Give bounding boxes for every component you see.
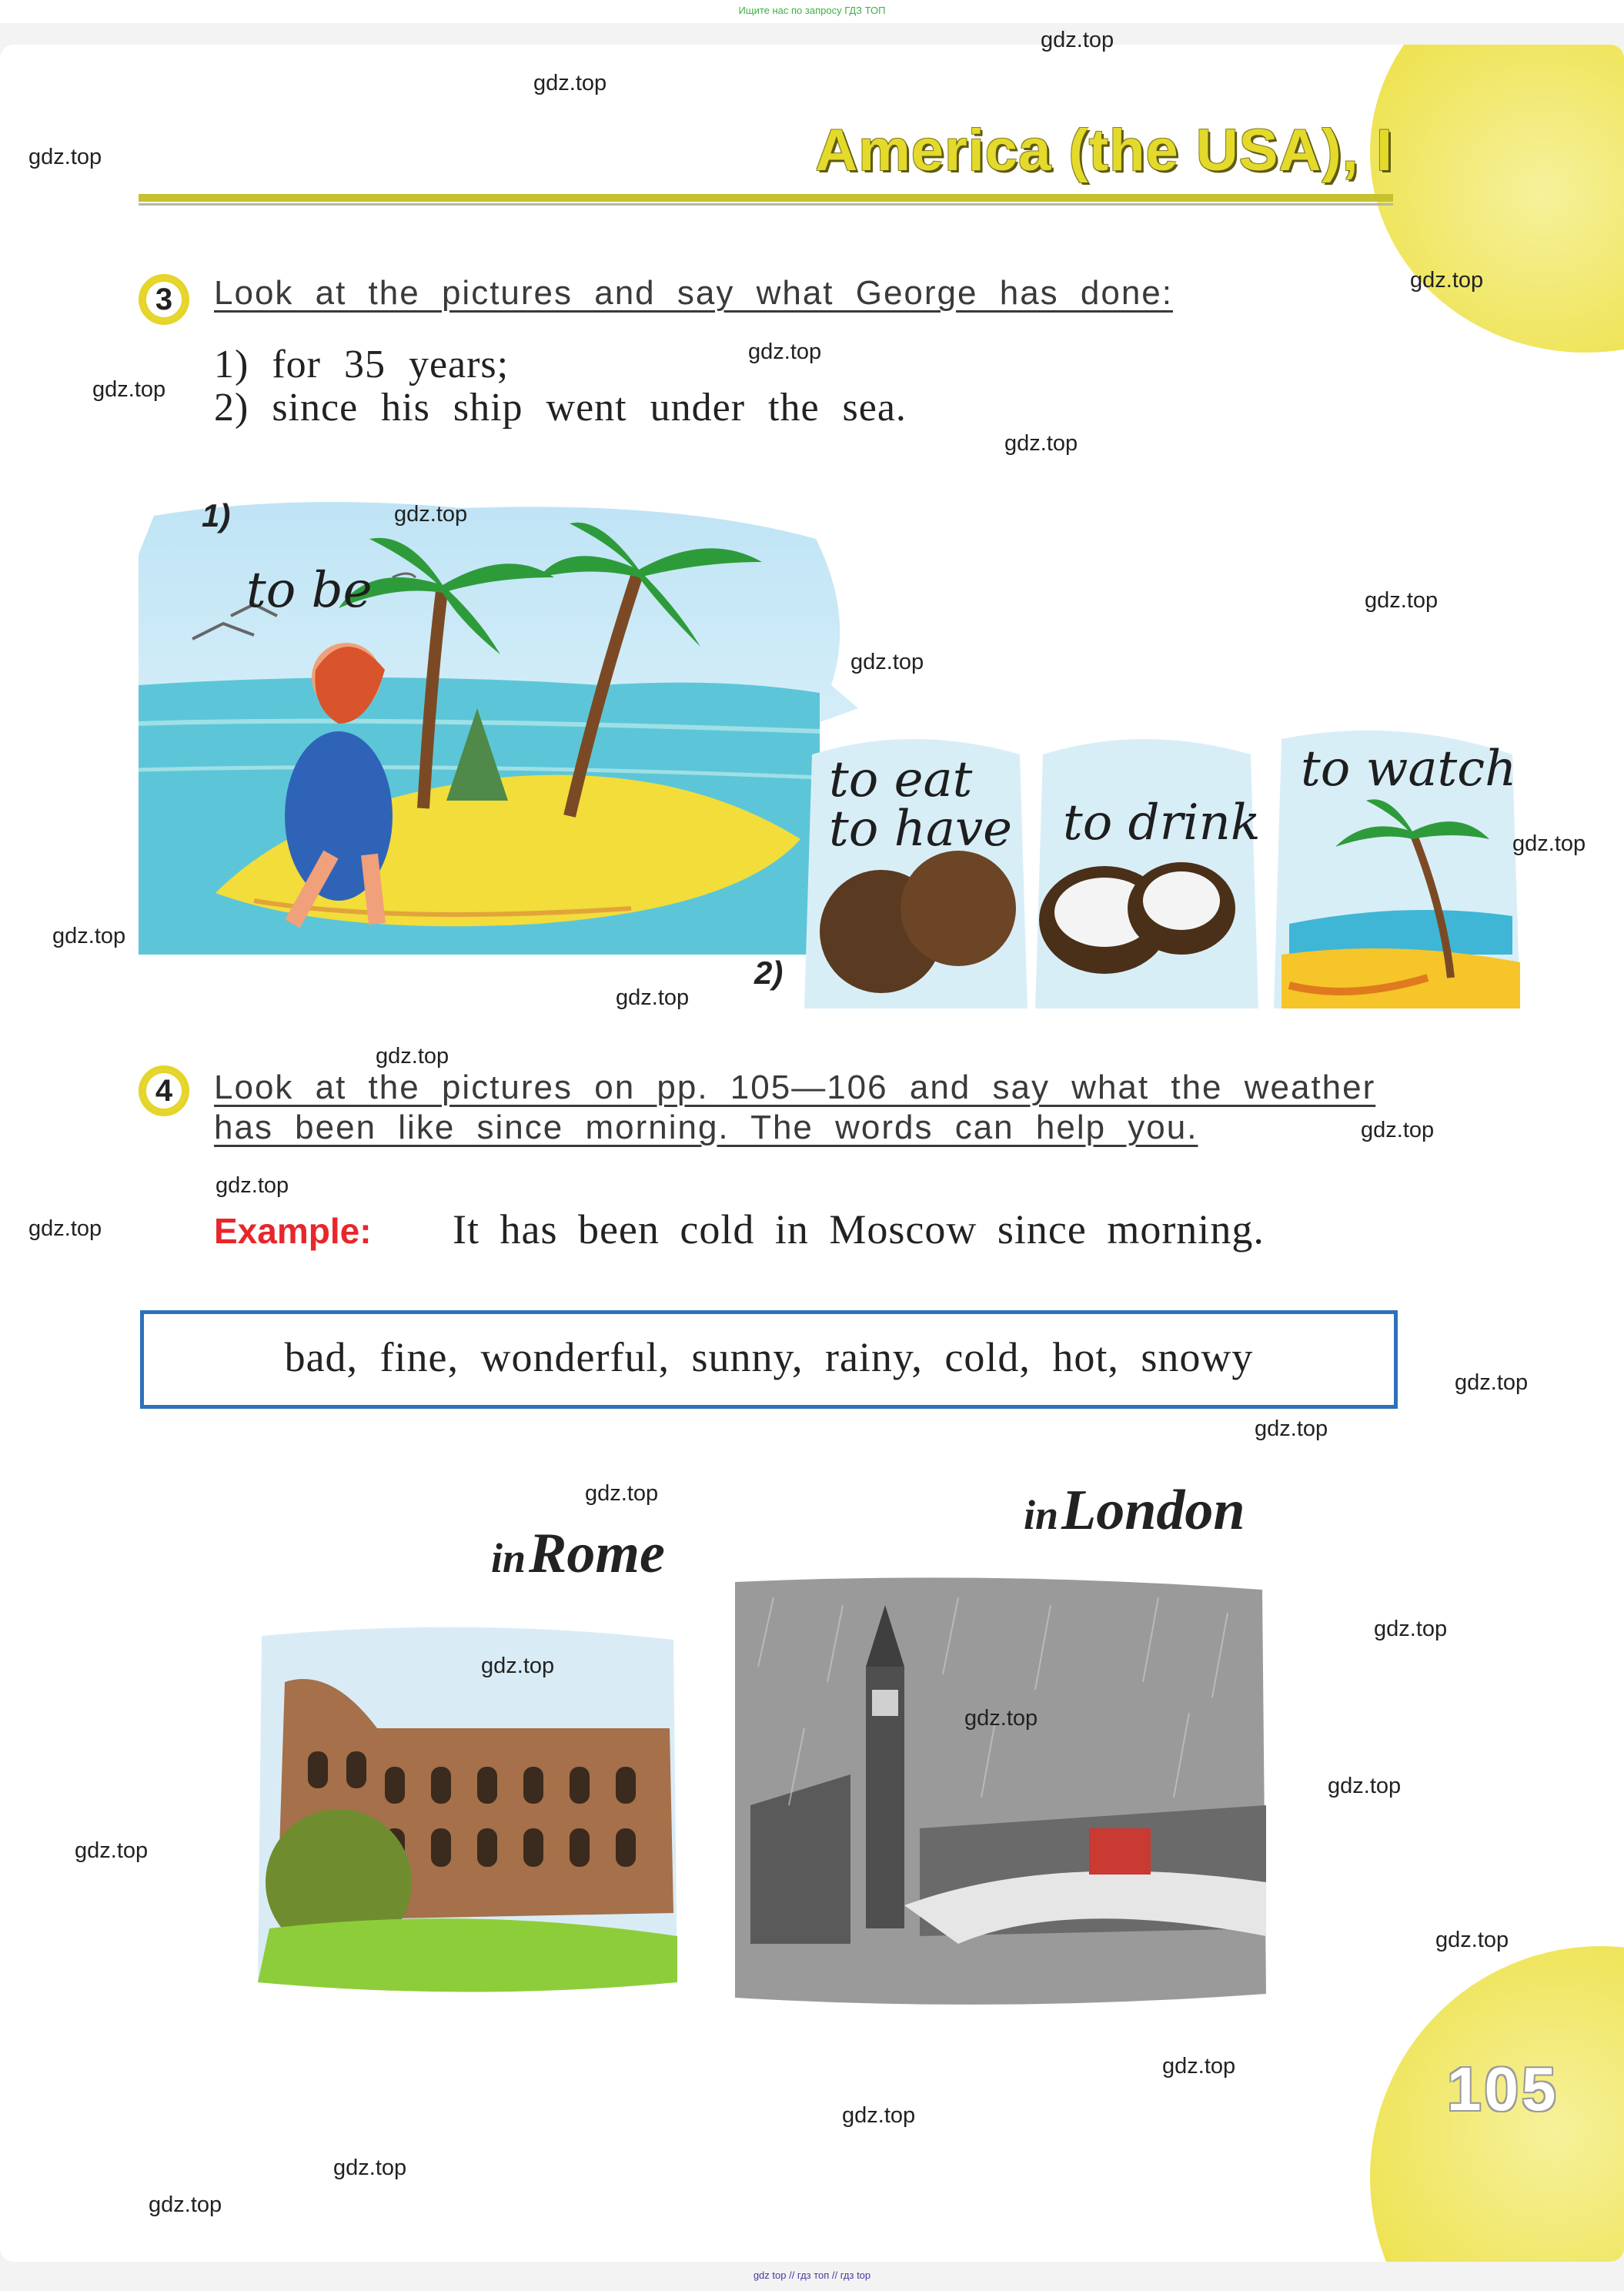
watermark: gdz.top <box>533 71 607 95</box>
unit-title: America (the USA), I <box>815 118 1393 183</box>
task3-item-2: 2) since his ship went under the sea. <box>214 386 907 430</box>
watermark: gdz.top <box>28 1216 102 1241</box>
watermark: gdz.top <box>1410 268 1484 293</box>
watermark: gdz.top <box>1041 28 1114 52</box>
picture-1-label: 1) <box>202 497 231 533</box>
coconut-illustrations <box>797 724 1528 1012</box>
watermark: gdz.top <box>216 1173 289 1198</box>
watermark: gdz.top <box>1004 431 1078 456</box>
promo-text[interactable]: Ищите нас по запросу ГДЗ ТОП <box>738 5 886 16</box>
watermark: gdz.top <box>748 339 822 364</box>
watermark: gdz.top <box>28 145 102 169</box>
city-name: Rome <box>529 1522 665 1585</box>
page-number: 105 <box>1447 2055 1559 2123</box>
task3-instruction <box>214 274 1173 313</box>
city-preposition: in <box>1024 1492 1059 1538</box>
watermark: gdz.top <box>850 650 924 674</box>
watermark: gdz.top <box>52 924 126 948</box>
watermark: gdz.top <box>1365 588 1439 613</box>
decorative-yellow-circle <box>1370 45 1624 353</box>
watermark: gdz.top <box>333 2156 407 2180</box>
caption-to-be: to be <box>246 562 373 619</box>
watermark: gdz.top <box>1328 1774 1402 1798</box>
island-illustration <box>139 493 858 955</box>
london-image <box>727 1574 1270 2009</box>
colosseum-photo <box>254 1620 681 1998</box>
watermark: gdz.top <box>376 1044 449 1069</box>
title-divider-shadow <box>139 203 1393 206</box>
watermark: gdz.top <box>394 502 468 527</box>
instruction-line: has been like since morning. The words can help you. <box>214 1109 1198 1146</box>
footer-links[interactable]: gdz top // гдз топ // гдз top <box>753 2269 871 2281</box>
instruction-line: Look at the pictures on pp. 105—106 and say what the weather <box>214 1069 1376 1106</box>
watermark: gdz.top <box>149 2192 222 2217</box>
watermark: gdz.top <box>1162 2054 1236 2079</box>
watermark: gdz.top <box>585 1481 659 1506</box>
watermark: gdz.top <box>1512 831 1586 856</box>
watermark: gdz.top <box>616 985 690 1010</box>
watermark: gdz.top <box>1361 1118 1435 1142</box>
caption-to-have: to have <box>829 801 1012 858</box>
watermark: gdz.top <box>92 377 166 402</box>
watermark: gdz.top <box>1455 1370 1529 1395</box>
task-number-badge: 4 <box>139 1065 189 1116</box>
watermark: gdz.top <box>1374 1617 1448 1641</box>
city-preposition: in <box>491 1535 526 1581</box>
watermark: gdz.top <box>1435 1928 1509 1952</box>
top-bar <box>0 0 1624 23</box>
watermark: gdz.top <box>481 1654 555 1678</box>
example-sentence: It has been cold in Moscow since morning. <box>453 1206 1265 1253</box>
watermark: gdz.top <box>964 1706 1038 1731</box>
london-photo <box>727 1574 1270 2009</box>
title-divider <box>139 194 1393 202</box>
task4-instruction <box>214 1069 1375 1147</box>
task3-item-1: 1) for 35 years; <box>214 343 510 386</box>
colosseum-image <box>254 1620 681 1998</box>
instruction-line: Look at the pictures and say what George has done: <box>214 274 1173 312</box>
watermark: gdz.top <box>75 1838 149 1863</box>
caption-to-watch: to watch <box>1301 741 1517 798</box>
city-label-rome <box>491 1521 665 1587</box>
watermark: gdz.top <box>1255 1416 1328 1441</box>
city-name: London <box>1061 1479 1245 1542</box>
example-label: Example: <box>214 1211 372 1251</box>
task-number-badge: 3 <box>139 274 189 325</box>
city-label-london <box>1024 1478 1245 1543</box>
caption-to-eat: to eat <box>829 751 973 808</box>
picture-2-label: 2) <box>754 955 784 991</box>
watermark: gdz.top <box>842 2103 916 2128</box>
word-bank: bad, fine, wonderful, sunny, rainy, cold, hot, snowy <box>140 1310 1398 1409</box>
caption-to-drink: to drink <box>1063 794 1261 851</box>
